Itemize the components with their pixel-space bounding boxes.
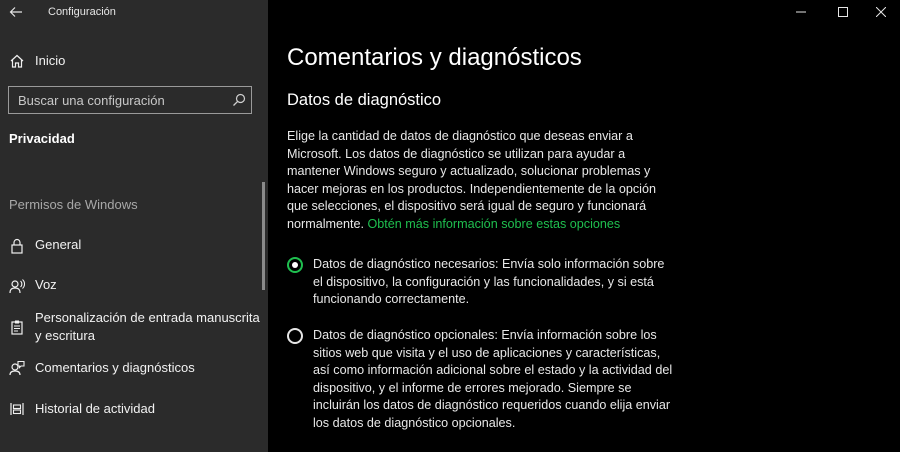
- radio-optional[interactable]: [287, 328, 303, 344]
- lock-icon: [8, 237, 26, 255]
- timeline-icon: [8, 400, 26, 418]
- radio-required[interactable]: [287, 257, 303, 273]
- close-icon: [876, 7, 886, 17]
- home-icon: [8, 52, 26, 70]
- description-body: Elige la cantidad de datos de diagnóstico que deseas enviar a Microsoft. Los datos de diagnóstico se utilizan para ayudar a mantener Windows seguro y actualizado, solucionar problemas y hacer mejoras en los productos. Independientemente de la opción que selecciones, el dispositivo será igual de seguro y funcionará normalmente.: [287, 129, 656, 231]
- sidebar-item-label: Voz: [35, 277, 57, 292]
- option-optional-label: Datos de diagnóstico opcionales: Envía información sobre los sitios web que visita y el uso de aplicaciones y características, así como información adicional sobre el estado y la actividad del dispositivo, y el informe de errores mejorado. Siempre se incluirán los datos de diagnóstico requeridos cuando elija enviar los datos de diagnóstico opcionales.: [313, 328, 673, 430]
- page-title: Comentarios y diagnósticos: [287, 44, 582, 71]
- clipboard-icon: [8, 318, 26, 336]
- sidebar-item-label: General: [35, 237, 82, 252]
- nav-home-label: Inicio: [35, 53, 66, 68]
- learn-more-link[interactable]: Obtén más información sobre estas opciones: [367, 216, 621, 231]
- main-content: [268, 0, 900, 452]
- search-input[interactable]: [18, 91, 228, 109]
- back-arrow-icon: [9, 6, 23, 18]
- title-bar: [0, 0, 268, 26]
- back-button[interactable]: [6, 3, 26, 21]
- sidebar: [0, 0, 268, 452]
- feedback-icon: [8, 359, 26, 377]
- radio-selected-dot: [292, 262, 298, 268]
- close-button[interactable]: [866, 2, 896, 22]
- maximize-icon: [838, 7, 848, 17]
- group-title-windows-permissions: Permisos de Windows: [9, 197, 138, 212]
- sidebar-scrollbar[interactable]: [262, 182, 265, 290]
- app-title: Configuración: [48, 6, 116, 18]
- search-box[interactable]: [8, 86, 252, 114]
- option-required-label: Datos de diagnóstico necesarios: Envía solo información sobre el dispositivo, la configuración y las funcionalidades, y si está funcionando correctamente.: [313, 257, 665, 307]
- sidebar-item-label: Personalización de entrada manuscrita y escritura: [35, 310, 260, 343]
- maximize-button[interactable]: [828, 2, 858, 22]
- minimize-button[interactable]: [786, 2, 816, 22]
- description-text: [287, 128, 677, 234]
- voice-icon: [8, 277, 26, 295]
- section-title-privacy: Privacidad: [9, 131, 75, 146]
- sidebar-item-label: Comentarios y diagnósticos: [35, 360, 195, 375]
- section-title-diagnostic-data: Datos de diagnóstico: [287, 91, 442, 109]
- sidebar-item-label: Historial de actividad: [35, 401, 155, 416]
- search-icon[interactable]: [232, 93, 246, 107]
- minimize-icon: [796, 7, 806, 17]
